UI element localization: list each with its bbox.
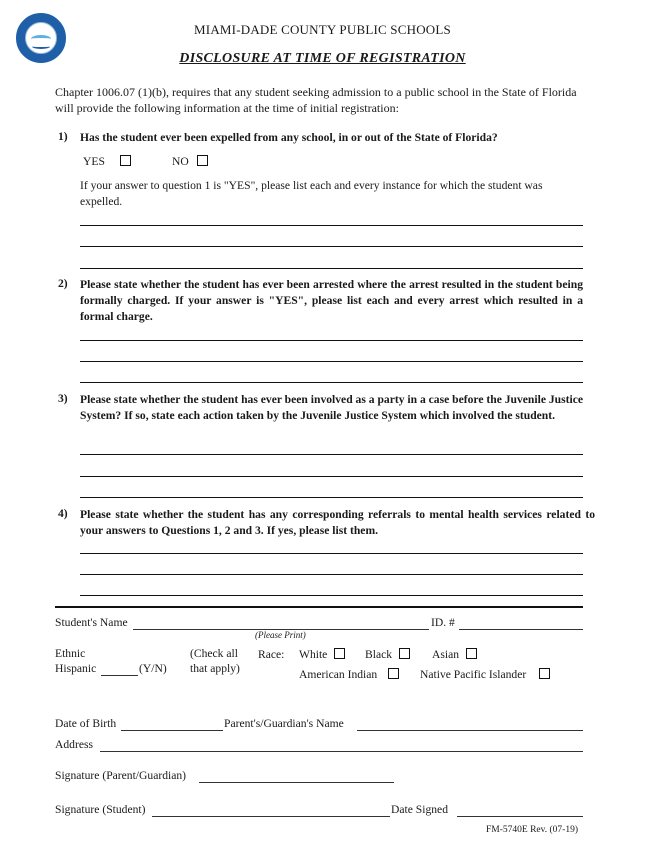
yes-checkbox[interactable] — [120, 155, 131, 166]
check-all-label-2: that apply) — [190, 662, 240, 675]
ethnic-label: Ethnic — [55, 647, 86, 660]
question-2-number: 2) — [58, 277, 68, 290]
student-name-label: Student's Name — [55, 616, 128, 629]
guardian-name-label: Parent's/Guardian's Name — [224, 717, 344, 730]
answer-line[interactable] — [80, 340, 583, 341]
address-label: Address — [55, 738, 93, 751]
black-checkbox[interactable] — [399, 648, 410, 659]
question-1-followup: If your answer to question 1 is "YES", please list each and every instance for which the student was expelled. — [80, 179, 543, 208]
american-indian-checkbox[interactable] — [388, 668, 399, 679]
white-checkbox[interactable] — [334, 648, 345, 659]
date-signed-label: Date Signed — [391, 803, 448, 816]
date-signed-field[interactable] — [457, 816, 583, 817]
answer-line[interactable] — [80, 454, 583, 455]
question-4-number: 4) — [58, 507, 68, 520]
sig-parent-field[interactable] — [199, 782, 394, 783]
question-1-text: Has the student ever been expelled from any school, in or out of the State of Florida? — [80, 131, 498, 144]
question-3-number: 3) — [58, 392, 68, 405]
dob-field[interactable] — [121, 730, 223, 731]
hispanic-field[interactable] — [101, 675, 138, 676]
answer-line[interactable] — [80, 382, 583, 383]
sig-parent-label: Signature (Parent/Guardian) — [55, 769, 187, 782]
race-option-asian: Asian — [432, 648, 460, 661]
please-print-note: (Please Print) — [255, 630, 306, 640]
race-option-native-pacific-islander: Native Pacific Islander — [420, 668, 527, 681]
form-number: FM-5740E Rev. (07-19) — [486, 825, 578, 835]
question-3-text: Please state whether the student has ever been involved as a party in a case before the Juvenile Justice System? If so, state each action taken by the Juvenile Justice System which involved the student. — [80, 393, 583, 422]
id-label: ID. # — [431, 616, 455, 629]
asian-checkbox[interactable] — [466, 648, 477, 659]
id-field[interactable] — [459, 629, 583, 630]
yes-label: YES — [83, 155, 105, 168]
section-divider — [55, 606, 583, 608]
intro-paragraph: Chapter 1006.07 (1)(b), requires that any student seeking admission to a public school in the State of Florida will provide the following information at the time of initial registration: — [55, 85, 577, 115]
no-checkbox[interactable] — [197, 155, 208, 166]
question-2-text: Please state whether the student has ever been arrested where the arrest resulted in the student being formally charged. If your answer is "YES", please list each and every arrest which resulted in a formal charge. — [80, 278, 583, 323]
race-label: Race: — [258, 648, 285, 661]
race-option-white: White — [299, 648, 328, 661]
address-field[interactable] — [100, 751, 583, 752]
answer-line[interactable] — [80, 553, 583, 554]
sig-student-label: Signature (Student) — [55, 803, 146, 816]
yn-label: (Y/N) — [139, 662, 167, 675]
guardian-name-field[interactable] — [357, 730, 583, 731]
answer-line[interactable] — [80, 361, 583, 362]
question-1-number: 1) — [58, 130, 68, 143]
race-option-black: Black — [365, 648, 393, 661]
check-all-label-1: (Check all — [190, 647, 238, 660]
answer-line[interactable] — [80, 476, 583, 477]
question-4-text: Please state whether the student has any corresponding referrals to mental health services related to your answers to Questions 1, 2 and 3. If yes, please list them. — [80, 508, 595, 537]
answer-line[interactable] — [80, 246, 583, 247]
answer-line[interactable] — [80, 225, 583, 226]
hispanic-label: Hispanic — [55, 662, 97, 675]
answer-line[interactable] — [80, 574, 583, 575]
no-label: NO — [172, 155, 189, 168]
sig-student-field[interactable] — [152, 816, 390, 817]
organization-name: MIAMI-DADE COUNTY PUBLIC SCHOOLS — [194, 22, 451, 37]
answer-line[interactable] — [80, 268, 583, 269]
answer-line[interactable] — [80, 595, 583, 596]
race-option-american-indian: American Indian — [299, 668, 378, 681]
answer-line[interactable] — [80, 497, 583, 498]
form-title: DISCLOSURE AT TIME OF REGISTRATION — [179, 51, 466, 66]
dob-label: Date of Birth — [55, 717, 117, 730]
native-pacific-islander-checkbox[interactable] — [539, 668, 550, 679]
